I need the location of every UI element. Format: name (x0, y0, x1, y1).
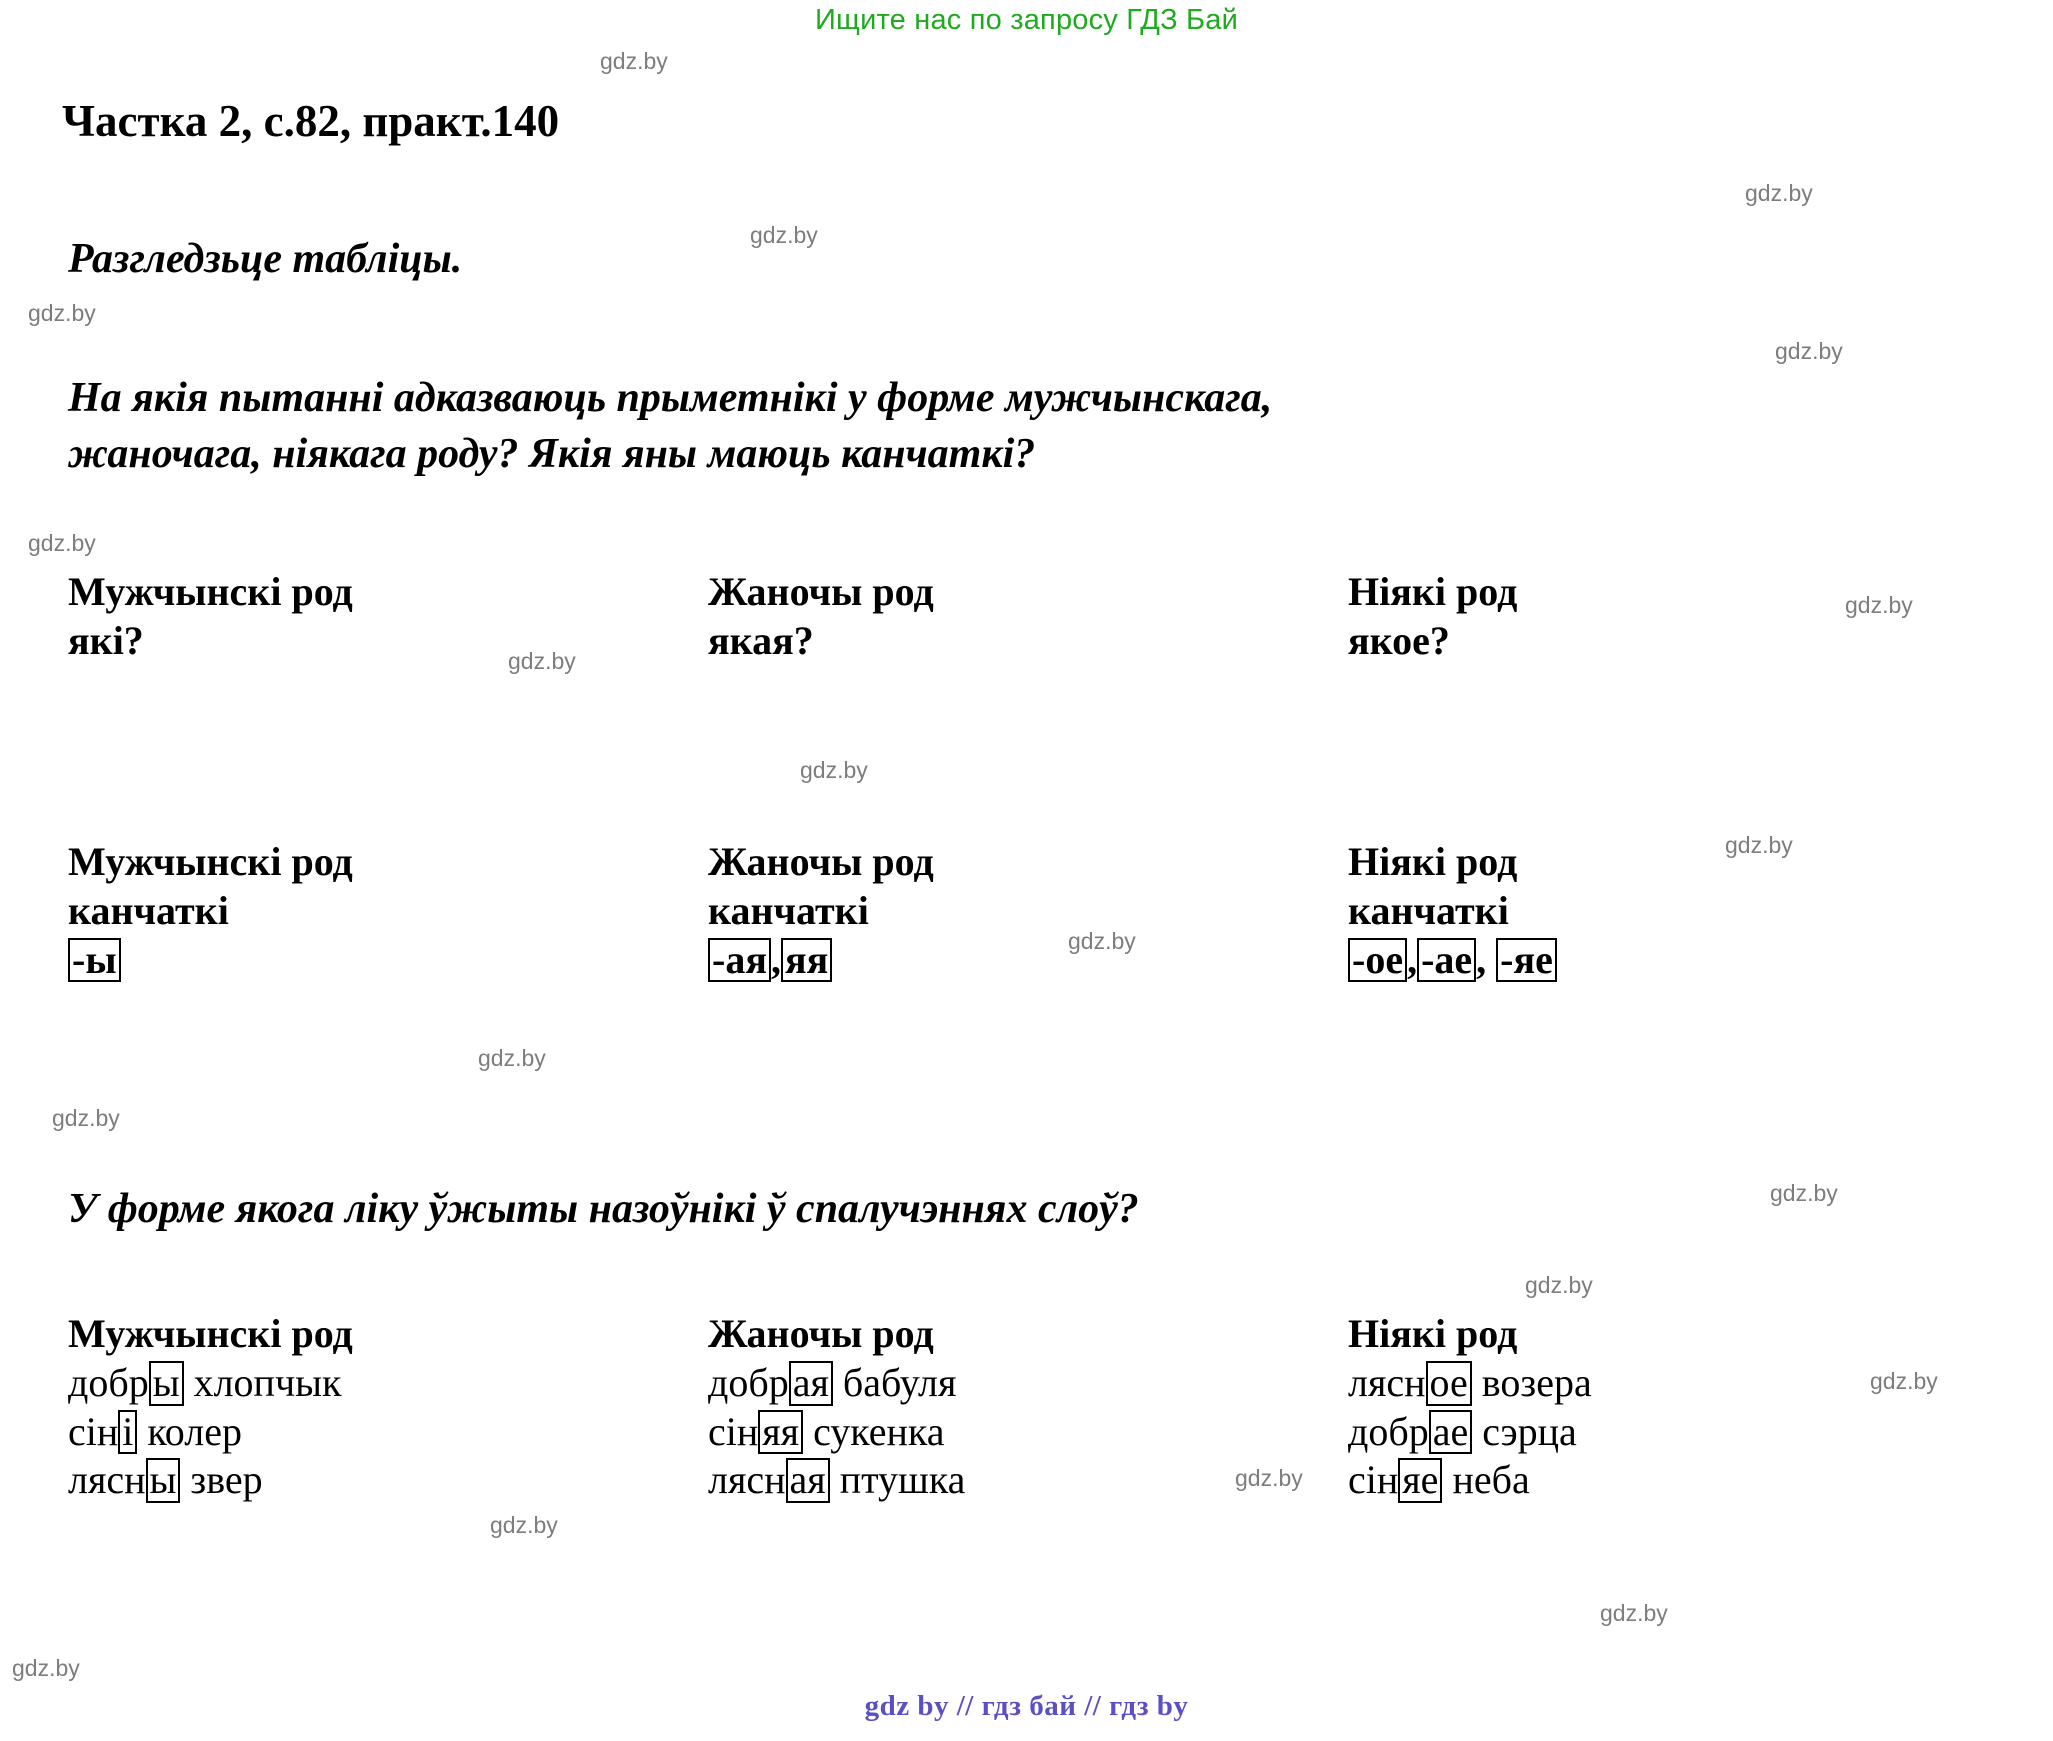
table1-column-neuter (1348, 568, 1517, 666)
table1-question-feminine: якая? (708, 617, 814, 663)
table2-column-feminine (708, 838, 934, 984)
table3-row (1348, 1408, 1592, 1457)
ending-chip: -ы (68, 938, 121, 983)
table3-column-feminine (708, 1310, 965, 1505)
word-stem: лясн (1348, 1359, 1426, 1405)
table1-header-masculine: Мужчынскі род (68, 569, 353, 614)
ending-separator: , (1476, 936, 1497, 982)
table1-question-neuter: якое? (1348, 617, 1450, 663)
table1-header-neuter: Ніякі род (1348, 569, 1518, 614)
table3-header-feminine: Жаночы род (708, 1311, 934, 1356)
ending-chip: ае (1429, 1410, 1473, 1455)
table2-header-neuter: Ніякі род (1348, 839, 1518, 884)
table1-question-masculine: які? (68, 617, 144, 663)
word-stem: сін (68, 1408, 119, 1454)
watermark: gdz.by (1725, 832, 1793, 858)
question-one-line1: На якія пытанні адказваюць прыметнікі у форме мужчынскага, (68, 375, 1273, 421)
table2-sub-feminine: канчаткі (708, 887, 869, 933)
watermark: gdz.by (28, 300, 96, 326)
table2-sub-masculine: канчаткі (68, 887, 229, 933)
question-two: У форме якога ліку ўжыты назоўнікі ў спалучэннях слоў? (68, 1186, 1139, 1232)
watermark: gdz.by (490, 1512, 558, 1538)
table1-column-feminine (708, 568, 934, 666)
word-tail: звер (180, 1457, 263, 1503)
watermark: gdz.by (28, 530, 96, 556)
word-stem: добр (68, 1359, 149, 1405)
word-tail: сэрца (1472, 1408, 1577, 1454)
word-tail: бабуля (832, 1359, 957, 1405)
word-stem: добр (1348, 1408, 1429, 1454)
table3-column-masculine (68, 1310, 353, 1505)
table2-header-feminine: Жаночы род (708, 839, 934, 884)
ending-chip: -ое (1348, 938, 1407, 983)
word-tail: колер (137, 1408, 242, 1454)
watermark: gdz.by (1235, 1465, 1303, 1491)
ending-separator: , (1407, 936, 1418, 982)
table3-row (708, 1408, 965, 1457)
ending-separator: , (770, 936, 781, 982)
table3-row (1348, 1359, 1592, 1408)
ending-chip: ое (1426, 1361, 1472, 1406)
ending-chip: яе (1398, 1458, 1442, 1503)
watermark: gdz.by (1870, 1368, 1938, 1394)
ending-chip: яя (758, 1410, 803, 1455)
watermark: gdz.by (1775, 338, 1843, 364)
table2-endings-neuter (1348, 936, 1557, 985)
table2-sub-neuter: канчаткі (1348, 887, 1509, 933)
watermark: gdz.by (478, 1045, 546, 1071)
table1-header-feminine: Жаночы род (708, 569, 934, 614)
table3-row (708, 1456, 965, 1505)
word-tail: хлопчык (183, 1359, 342, 1405)
table3-header-neuter: Ніякі род (1348, 1311, 1518, 1356)
word-tail: возера (1471, 1359, 1592, 1405)
ending-chip: -яе (1496, 938, 1557, 983)
footer-links: gdz by // гдз бай // гдз by (864, 1690, 1189, 1722)
word-stem: добр (708, 1359, 789, 1405)
word-tail: сукенка (803, 1408, 945, 1454)
word-tail: неба (1442, 1457, 1530, 1503)
table2-header-masculine: Мужчынскі род (68, 839, 353, 884)
table3-row (708, 1359, 965, 1408)
ending-chip: і (118, 1410, 137, 1455)
word-stem: сін (1348, 1457, 1399, 1503)
ending-chip: яя (781, 938, 832, 983)
table2-endings-feminine (708, 936, 934, 985)
watermark: gdz.by (12, 1655, 80, 1681)
ending-chip: ая (786, 1458, 830, 1503)
watermark: gdz.by (800, 757, 868, 783)
word-tail: птушка (829, 1457, 966, 1503)
table1-column-masculine (68, 568, 353, 666)
watermark: gdz.by (600, 48, 668, 74)
site-banner: Ищите нас по запросу ГДЗ Бай (814, 4, 1238, 36)
watermark: gdz.by (1770, 1180, 1838, 1206)
word-stem: лясн (68, 1457, 146, 1503)
word-stem: сін (708, 1408, 759, 1454)
page-title: Частка 2, с.82, практ.140 (62, 96, 560, 146)
watermark: gdz.by (1600, 1600, 1668, 1626)
watermark: gdz.by (1745, 180, 1813, 206)
watermark: gdz.by (52, 1105, 120, 1131)
question-one-line2: жаночага, ніякага роду? Якія яны маюць канчаткі? (68, 431, 1036, 478)
ending-chip: ая (789, 1361, 833, 1406)
ending-chip: -ая (708, 938, 771, 983)
table2-column-neuter (1348, 838, 1557, 984)
instruction-text: Разгледзьце табліцы. (68, 236, 463, 282)
table3-header-masculine: Мужчынскі род (68, 1311, 353, 1356)
watermark: gdz.by (750, 222, 818, 248)
word-stem: лясн (708, 1457, 786, 1503)
ending-chip: ы (146, 1458, 181, 1503)
table3-row (68, 1359, 353, 1408)
watermark: gdz.by (1068, 928, 1136, 954)
table2-column-masculine (68, 838, 353, 984)
ending-chip: -ае (1417, 938, 1476, 983)
watermark: gdz.by (508, 648, 576, 674)
question-one (68, 370, 1848, 483)
ending-chip: ы (149, 1361, 184, 1406)
table3-row (1348, 1456, 1592, 1505)
table3-row (68, 1456, 353, 1505)
watermark: gdz.by (1845, 592, 1913, 618)
table3-row (68, 1408, 353, 1457)
table3-column-neuter (1348, 1310, 1592, 1505)
table2-endings-masculine (68, 936, 353, 985)
watermark: gdz.by (1525, 1272, 1593, 1298)
